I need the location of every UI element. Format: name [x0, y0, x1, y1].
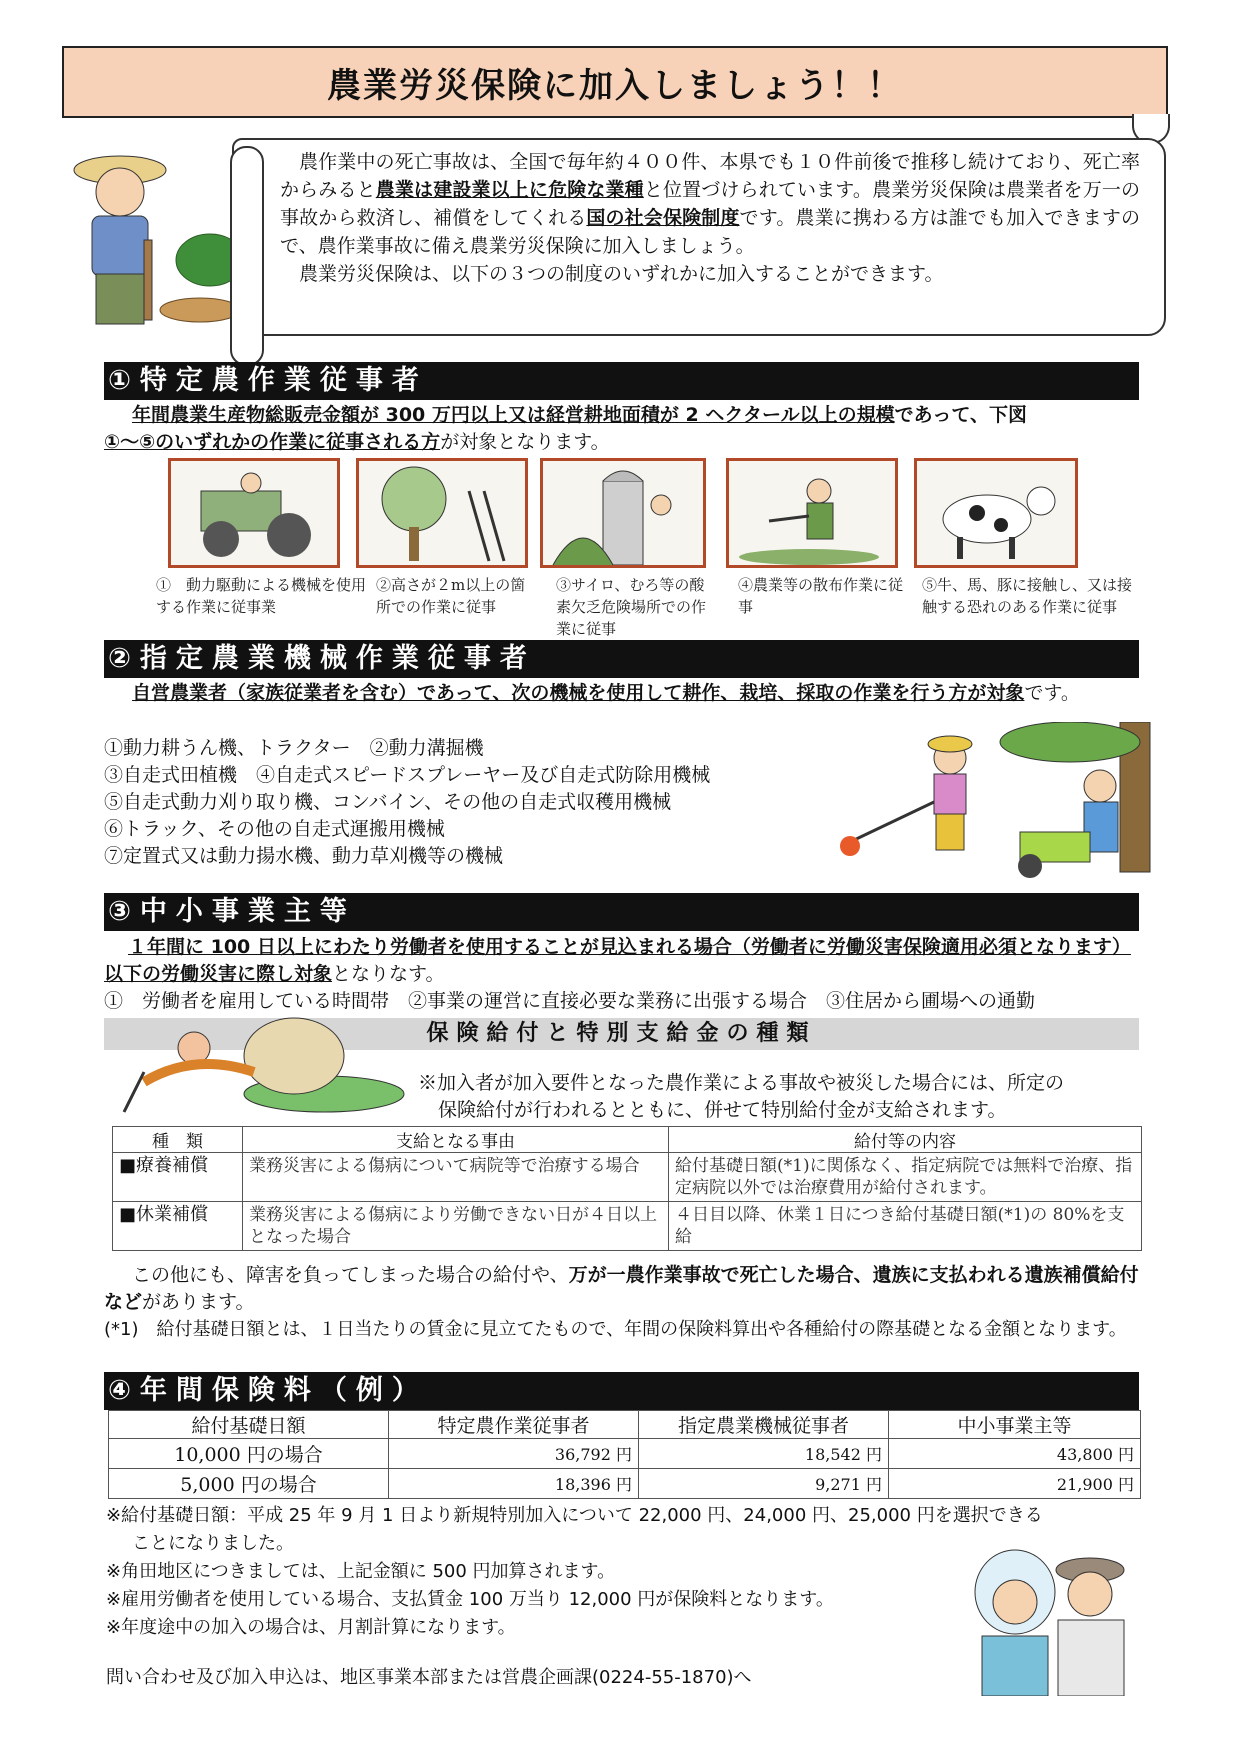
intro-text-2: と位置づけられています。農業労災保険は農業者を万一の事故から救済し、補償をしてくれる: [280, 179, 1140, 229]
benefit-reason: 業務災害による傷病について病院等で治療する場合: [243, 1153, 669, 1202]
benefit-type: ■休業補償: [113, 1202, 243, 1251]
section3-lead: [104, 934, 1139, 988]
premium-note-1-cont: ことになりました。: [132, 1533, 294, 1554]
machine-item-1: ①動力耕うん機、トラクター ②動力溝掘機: [104, 737, 484, 759]
silo-illustration: [540, 458, 706, 568]
benefit-content: 給付基礎日額(*1)に関係なく、指定病院では無料で治療、指定病院以外では治療費用が給付されます。: [669, 1153, 1142, 1202]
premium-table: [108, 1410, 1141, 1499]
caption-2: ②高さが２m以上の箇所での作業に従事: [376, 576, 526, 616]
benefits-table: [112, 1126, 1142, 1251]
caption-5: ⑤牛、馬、豚に接触し、又は接触する恐れのある作業に従事: [922, 576, 1133, 616]
table-row: [109, 1469, 1141, 1499]
section2-machine-list: [104, 735, 804, 870]
caption-3: ③サイロ、むろ等の酸素欠乏危険場所での作業に従事: [556, 576, 707, 638]
resting-farmer-illustration: [104, 1012, 414, 1116]
premium-value: 9,271 円: [639, 1469, 889, 1499]
premium-base-label: 10,000 円の場合: [109, 1439, 389, 1469]
premium-header-base: 給付基礎日額: [109, 1411, 389, 1439]
farmer-couple-illustration: [960, 1546, 1150, 1696]
premium-value: 36,792 円: [389, 1439, 639, 1469]
machine-item-5: ⑦定置式又は動力揚水機、動力草刈機等の機械: [104, 845, 504, 867]
caption-4: ④農業等の散布作業に従事: [738, 576, 904, 616]
premium-note-1: ※給付基礎日額：平成 25 年 9 月 1 日より新規特別加入について 22,000 円、24,000 円、25,000 円を選択できる: [106, 1505, 1043, 1526]
premium-header-2: 指定農業機械従事者: [639, 1411, 889, 1439]
machine-item-3: ⑤自走式動力刈り取り機、コンバイン、その他の自走式収穫用機械: [104, 791, 672, 813]
benefits-other-b: 万が一農作業事故で死亡した場合、遺族に支払われる遺族補償給付など: [104, 1264, 1139, 1313]
premium-note-2: ※角田地区につきましては、上記金額に 500 円加算されます。: [106, 1561, 616, 1582]
benefits-note-a: ※加入者が加入要件となった農作業による事故や被災した場合には、所定の: [418, 1072, 1065, 1094]
section1-heading: ①特定農作業従事者: [104, 362, 1139, 400]
benefits-header-content: 給付等の内容: [669, 1127, 1142, 1153]
intro-text: [280, 148, 1140, 288]
premium-value: 18,396 円: [389, 1469, 639, 1499]
farmer-illustration: [60, 140, 230, 340]
benefits-note: [418, 1070, 1143, 1124]
section2-heading: ②指定農業機械作業従事者: [104, 640, 1139, 678]
contact-info: 問い合わせ及び加入申込は、地区事業本部または営農企画課(0224-55-1870)へ: [106, 1667, 752, 1688]
intro-text-1: 農作業中の死亡事故は、全国で毎年約４００件、本県でも１０件前後で推移し続けており、死亡率からみると: [280, 151, 1140, 201]
section2-lead-b: です。: [1024, 682, 1080, 704]
table-row: [113, 1202, 1142, 1251]
cow-illustration: [914, 458, 1078, 568]
intro-emphasis-2: 国の社会保険制度: [586, 207, 740, 229]
premium-note-3: ※雇用労働者を使用している場合、支払賃金 100 万当り 12,000 円が保険料となります。: [106, 1589, 834, 1610]
premium-header-3: 中小事業主等: [889, 1411, 1141, 1439]
caption-1: ① 動力駆動による機械を使用する作業に従事業: [156, 576, 367, 616]
benefits-header-reason: 支給となる事由: [243, 1127, 669, 1153]
section1-lead: [104, 402, 1139, 456]
premium-note-4: ※年度途中の加入の場合は、月割計算になります。: [106, 1617, 516, 1638]
benefit-content: ４日目以降、休業１日につき給付基礎日額(*1)の 80%を支給: [669, 1202, 1142, 1251]
section2-lead: [104, 680, 1139, 707]
benefits-other-a: この他にも、障害を負ってしまった場合の給付や、: [132, 1264, 569, 1286]
benefits-heading: 保険給付と特別支給金の種類: [104, 1018, 1139, 1050]
premium-value: 18,542 円: [639, 1439, 889, 1469]
section3-items: ① 労働者を雇用している時間帯 ②事業の運営に直接必要な業務に出張する場合 ③住居から圃場への通勤: [104, 990, 1036, 1012]
premium-header-1: 特定農作業従事者: [389, 1411, 639, 1439]
machine-item-2: ③自走式田植機 ④自走式スピードスプレーヤー及び自走式防除用機械: [104, 764, 711, 786]
section2-lead-a: 自営農業者（家族従業者を含む）であって、次の機械を使用して耕作、栽培、採取の作業を行う方が対象: [132, 682, 1025, 704]
page-title-box: [62, 46, 1168, 118]
spraying-illustration: [726, 458, 898, 568]
benefit-type: ■療養補償: [113, 1153, 243, 1202]
machine-item-4: ⑥トラック、その他の自走式運搬用機械: [104, 818, 445, 840]
intro-text-3: です。農業に携わる方は誰でも加入できますので、農作業事故に備え農業労災保険に加入しましょう。: [280, 207, 1140, 257]
intro-text-4: 農業労災保険は、以下の３つの制度のいずれかに加入することができます。: [299, 263, 944, 285]
section1-lead-a: 年間農業生産物総販売金額が 300 万円以上又は経営耕地面積が 2 ヘクタール以上の規模: [132, 404, 895, 426]
page-title: 農業労災保険に加入しましょう！！: [327, 65, 903, 106]
benefits-note-b: 保険給付が行われるとともに、併せて特別給付金が支給されます。: [438, 1099, 1007, 1121]
scroll-roll: [230, 146, 264, 366]
premium-base-label: 5,000 円の場合: [109, 1469, 389, 1499]
benefits-other: [104, 1262, 1139, 1316]
table-row: [109, 1439, 1141, 1469]
section1-lead-b: であって、下図: [894, 404, 1028, 426]
benefit-reason: 業務災害による傷病により労働できない日が４日以上となった場合: [243, 1202, 669, 1251]
intro-emphasis-1: 農業は建設業以上に危険な業種: [375, 179, 644, 201]
table-row: [113, 1153, 1142, 1202]
tree-ladder-illustration: [356, 458, 528, 568]
section4-heading: ④年間保険料（例）: [104, 1372, 1139, 1410]
tractor-illustration: [168, 458, 340, 568]
premium-value: 21,900 円: [889, 1469, 1141, 1499]
benefits-header-type: 種 類: [113, 1127, 243, 1153]
machine-workers-illustration: [830, 722, 1160, 882]
premium-value: 43,800 円: [889, 1439, 1141, 1469]
section1-lead-d: が対象となります。: [440, 431, 610, 453]
section3-lead-b: となりなす。: [332, 963, 445, 985]
section3-heading: ③中小事業主等: [104, 893, 1139, 931]
benefits-other-c: があります。: [142, 1291, 255, 1313]
section1-lead-c: ①～⑤のいずれかの作業に従事される方: [104, 431, 441, 453]
section3-lead-a: １年間に 100 日以上にわたり労働者を使用することが見込まれる場合（労働者に労働災害保険適用必須となります）以下の労働災害に際し対象: [104, 936, 1131, 985]
benefits-footnote: (*1) 給付基礎日額とは、１日当たりの賃金に見立てたもので、年間の保険料算出や各種給付の際基礎となる金額となります。: [104, 1319, 1127, 1340]
